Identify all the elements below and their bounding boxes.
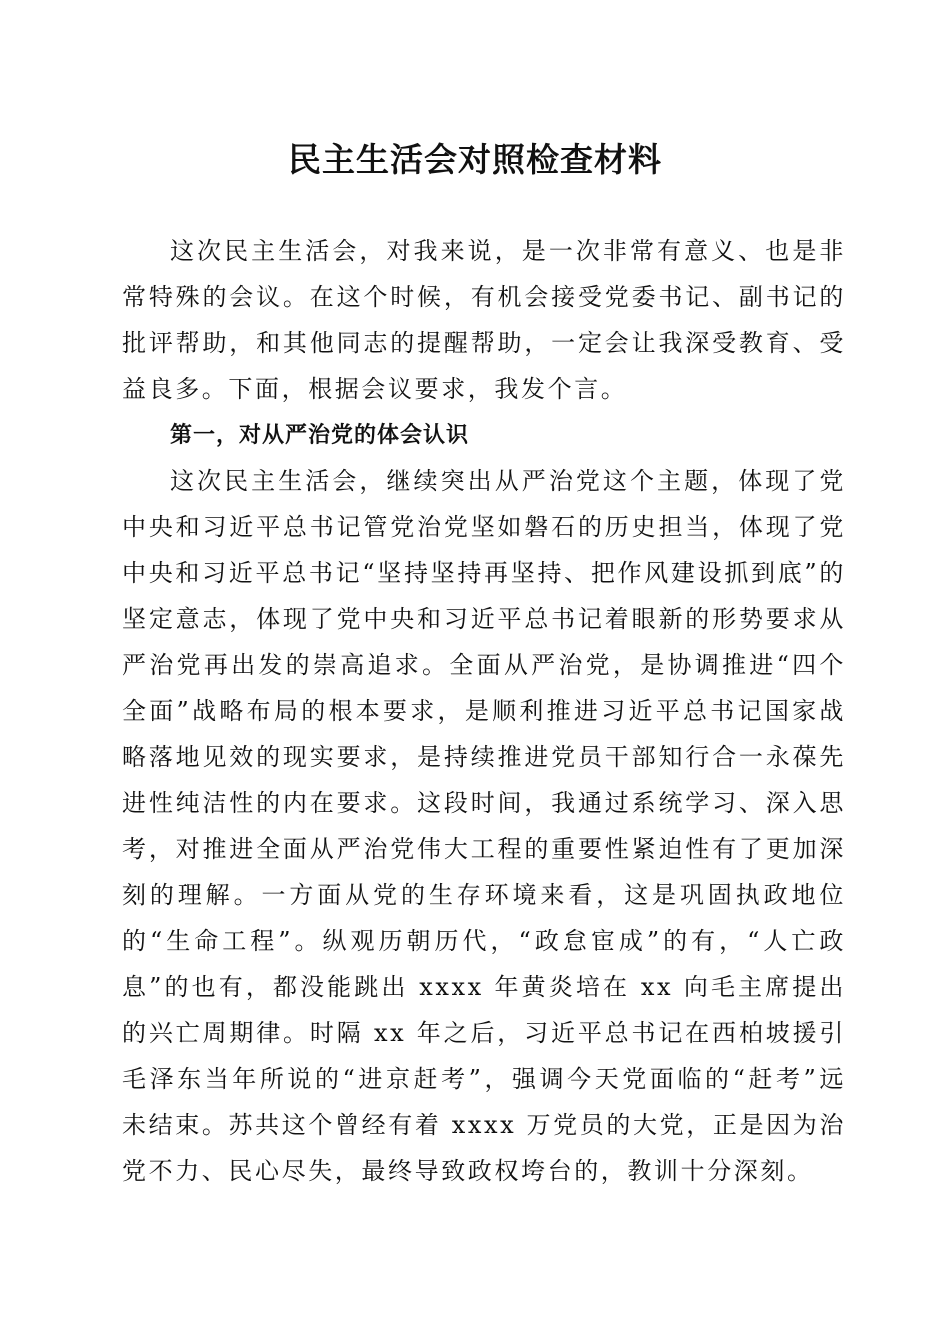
intro-paragraph: 这次民主生活会，对我来说，是一次非常有意义、也是非常特殊的会议。在这个时候，有机会接受党委书记、副书记的批评帮助，和其他同志的提醒帮助，一定会让我深受教育、受益良多。下面，根据会议要求，我发个言。 <box>122 237 846 403</box>
document-body <box>122 228 846 1194</box>
section-heading: 第一，对从严治党的体会认识 <box>170 422 470 448</box>
document-title: 民主生活会对照检查材料 <box>288 140 662 179</box>
section-paragraph: 这次民主生活会，继续突出从严治党这个主题，体现了党中央和习近平总书记管党治党坚如磐石的历史担当，体现了党中央和习近平总书记“坚持坚持再坚持、把作风建设抓到底”的坚定意志，体现了党中央和习近平总书记着眼新的形势要求从严治党再出发的崇高追求。全面从严治党，是协调推进“四个全面”战略布局的根本要求，是顺利推进习近平总书记国家战略落地见效的现实要求，是持续推进党员干部知行合一永葆先进性纯洁性的内在要求。这段时间，我通过系统学习、深入思考，对推进全面从严治党伟大工程的重要性紧迫性有了更加深刻的理解。一方面从党的生存环境来看，这是巩固执政地位的“生命工程”。纵观历朝历代，“政怠宦成”的有，“人亡政息”的也有，都没能跳出 xxxx 年黄炎培在 xx 向毛主席提出的兴亡周期律。时隔 xx 年之后，习近平总书记在西柏坡援引毛泽东当年所说的“进京赶考”，强调今天党面临的“赶考”远未结束。苏共这个曾经有着 xxxx 万党员的大党，正是因为治党不力、民心尽失，最终导致政权垮台的，教训十分深刻。 <box>122 467 846 1185</box>
